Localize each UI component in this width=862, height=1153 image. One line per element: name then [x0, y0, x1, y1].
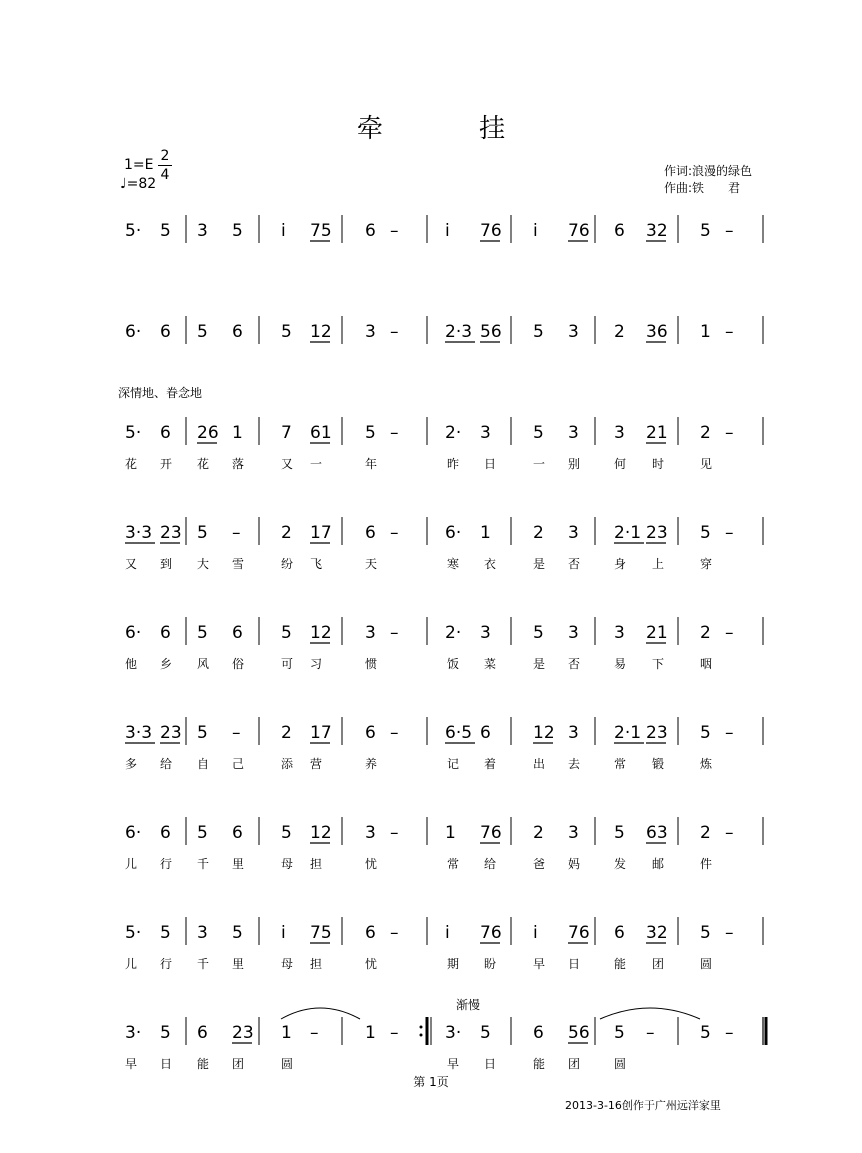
- score-note: 3: [568, 322, 579, 342]
- score-note: –: [390, 823, 399, 843]
- lyric-char: 何: [614, 457, 627, 471]
- score-note: i: [281, 221, 286, 241]
- score-note: 3: [614, 423, 625, 443]
- lyric-char: 给: [484, 857, 497, 871]
- lyric-char: 圆: [700, 957, 713, 971]
- score-note: 5: [197, 823, 208, 843]
- lyric-char: 衣: [484, 557, 497, 571]
- lyric-char: 日: [160, 1057, 173, 1071]
- score-note: 5·: [125, 423, 142, 443]
- score-note: 6: [480, 723, 491, 743]
- lyric-char: 又: [125, 557, 138, 571]
- score-note: 3·: [445, 1023, 462, 1043]
- lyric-char: 多: [125, 757, 138, 771]
- score-note: 5: [160, 923, 171, 943]
- score-note: 23: [646, 723, 668, 743]
- score-note: –: [646, 1023, 655, 1043]
- score-note: 5: [160, 221, 171, 241]
- quarter-note-icon: ♩: [120, 176, 127, 192]
- score-note: 76: [568, 221, 590, 241]
- score-note: 5: [533, 423, 544, 443]
- lyric-char: 日: [568, 957, 581, 971]
- tempo-value: =82: [126, 176, 157, 192]
- lyric-char: 团: [568, 1057, 581, 1071]
- score-note: 36: [646, 322, 668, 342]
- score-note: 5: [160, 1023, 171, 1043]
- score-note: 6: [160, 322, 171, 342]
- score-note: 2: [533, 823, 544, 843]
- lyric-char: 俗: [232, 657, 245, 671]
- score-note: –: [390, 423, 399, 443]
- score-note: 5: [197, 523, 208, 543]
- score-note: 2: [281, 723, 292, 743]
- score-note: –: [232, 723, 241, 743]
- lyric-char: 千: [197, 857, 210, 871]
- lyric-char: 可: [281, 657, 294, 671]
- score-note: 5: [365, 423, 376, 443]
- lyric-char: 早: [447, 1057, 460, 1071]
- lyric-char: 早: [533, 957, 546, 971]
- composition-note: 2013-3-16创作于广州远洋家里: [565, 1099, 721, 1112]
- score-note: 6: [614, 221, 625, 241]
- lyric-char: 乡: [160, 657, 173, 671]
- score-note: 5: [281, 823, 292, 843]
- score-note: 76: [480, 923, 502, 943]
- score-note: 21: [646, 423, 668, 443]
- score-note: 2: [281, 523, 292, 543]
- score-note: –: [390, 221, 399, 241]
- lyric-char: 又: [281, 457, 294, 471]
- score-note: 6·: [125, 623, 142, 643]
- score-note: 3: [568, 523, 579, 543]
- score-note: 75: [310, 221, 332, 241]
- score-note: 3: [568, 723, 579, 743]
- score-note: 6: [365, 523, 376, 543]
- score-note: 5: [700, 1023, 711, 1043]
- lyric-char: 给: [160, 757, 173, 771]
- score-note: 6·5: [445, 723, 473, 743]
- lyric-char: 儿: [125, 957, 138, 971]
- score-note: 6: [160, 423, 171, 443]
- lyric-char: 别: [568, 457, 581, 471]
- lyric-char: 炼: [700, 757, 713, 771]
- score-note: 2: [700, 623, 711, 643]
- score-note: 21: [646, 623, 668, 643]
- score-note: 6: [365, 723, 376, 743]
- lyric-char: 时: [652, 457, 665, 471]
- lyric-char: 能: [197, 1057, 210, 1071]
- score-note: 2·3: [445, 322, 473, 342]
- lyric-char: 纷: [281, 557, 294, 571]
- score-note: 5: [197, 723, 208, 743]
- score-note: 6: [232, 322, 243, 342]
- score-note: 5: [197, 322, 208, 342]
- page-number: 第 1页: [413, 1075, 449, 1089]
- score-note: 5: [700, 221, 711, 241]
- score-note: 56: [568, 1023, 590, 1043]
- score-note: –: [390, 1023, 399, 1043]
- lyric-char: 年: [365, 457, 378, 471]
- score-note: 5: [281, 623, 292, 643]
- score-note: 1: [365, 1023, 376, 1043]
- lyric-char: 一: [533, 457, 546, 471]
- lyric-char: 千: [197, 957, 210, 971]
- lyric-char: 易: [614, 657, 627, 671]
- score-note: –: [390, 723, 399, 743]
- lyric-char: 昨: [447, 457, 460, 471]
- tempo-change-marking: 渐慢: [456, 998, 481, 1012]
- lyric-char: 担: [310, 957, 323, 971]
- score-note: 3: [197, 923, 208, 943]
- lyric-char: 盼: [484, 957, 497, 971]
- score-note: i: [445, 923, 450, 943]
- repeat-dot: [420, 1026, 423, 1029]
- lyric-char: 穿: [700, 557, 713, 571]
- score-note: 3: [365, 623, 376, 643]
- score-note: 23: [160, 723, 182, 743]
- score-note: 2: [533, 523, 544, 543]
- lyric-char: 上: [652, 557, 665, 571]
- lyric-char: 邮: [652, 857, 665, 871]
- score-note: –: [390, 623, 399, 643]
- lyric-char: 爸: [533, 857, 546, 871]
- score-note: 1: [700, 322, 711, 342]
- score-note: –: [725, 523, 734, 543]
- lyric-char: 到: [160, 557, 173, 571]
- score-note: 1: [281, 1023, 292, 1043]
- score-note: 3: [614, 623, 625, 643]
- lyric-char: 惯: [365, 657, 378, 671]
- lyric-char: 一: [310, 457, 323, 471]
- score-note: 3: [568, 423, 579, 443]
- score-note: 6: [160, 823, 171, 843]
- score-note: 5: [232, 923, 243, 943]
- lyric-char: 饭: [447, 657, 460, 671]
- score-note: 3: [480, 423, 491, 443]
- score-note: 5: [700, 723, 711, 743]
- lyric-char: 去: [568, 757, 581, 771]
- score-note: 3: [480, 623, 491, 643]
- score-note: 5·: [125, 923, 142, 943]
- lyric-char: 营: [310, 757, 323, 771]
- lyric-char: 是: [533, 657, 546, 671]
- score-note: 6: [614, 923, 625, 943]
- lyric-char: 常: [614, 757, 627, 771]
- lyric-char: 记: [447, 757, 460, 771]
- score-note: 23: [232, 1023, 254, 1043]
- tie-arc: [281, 1008, 360, 1019]
- score-note: 76: [480, 823, 502, 843]
- lyric-char: 件: [700, 857, 713, 871]
- score-note: i: [281, 923, 286, 943]
- score-note: 12: [310, 623, 332, 643]
- lyric-char: 忧: [365, 957, 378, 971]
- lyricist: 作词:浪漫的绿色: [664, 164, 753, 178]
- score-note: 32: [646, 923, 668, 943]
- lyric-char: 见: [700, 457, 713, 471]
- score-note: –: [725, 623, 734, 643]
- lyric-char: 落: [232, 457, 245, 471]
- lyric-char: 开: [160, 457, 173, 471]
- lyric-char: 否: [568, 557, 581, 571]
- score-note: i: [533, 221, 538, 241]
- lyric-char: 添: [281, 757, 294, 771]
- lyric-char: 出: [533, 757, 546, 771]
- lyric-char: 养: [365, 757, 378, 771]
- score-note: 76: [480, 221, 502, 241]
- score-note: –: [725, 423, 734, 443]
- score-note: i: [533, 923, 538, 943]
- lyric-char: 下: [652, 657, 665, 671]
- key-signature: 1=E: [124, 157, 154, 173]
- score-note: 2·1: [614, 523, 642, 543]
- score-note: 5: [533, 322, 544, 342]
- lyric-char: 是: [533, 557, 546, 571]
- lyric-char: 着: [484, 757, 497, 771]
- lyric-char: 行: [160, 957, 173, 971]
- score-note: 17: [310, 523, 332, 543]
- lyric-char: 日: [484, 457, 497, 471]
- score-note: i: [445, 221, 450, 241]
- lyric-char: 寒: [447, 557, 460, 571]
- score-note: 6: [232, 623, 243, 643]
- score-note: 5: [281, 322, 292, 342]
- lyric-char: 圆: [614, 1057, 627, 1071]
- score-note: 75: [310, 923, 332, 943]
- lyric-char: 忧: [365, 857, 378, 871]
- score-note: –: [390, 322, 399, 342]
- lyric-char: 母: [281, 957, 294, 971]
- lyric-char: 花: [125, 457, 138, 471]
- lyric-char: 否: [568, 657, 581, 671]
- lyric-char: 常: [447, 857, 460, 871]
- score-note: 26: [197, 423, 219, 443]
- lyric-char: 菜: [484, 657, 497, 671]
- score-note: 5: [700, 923, 711, 943]
- score-note: –: [310, 1023, 319, 1043]
- score-note: 5·: [125, 221, 142, 241]
- lyric-char: 锻: [652, 757, 665, 771]
- score-note: 12: [310, 322, 332, 342]
- score-note: 3·3: [125, 723, 153, 743]
- score-note: 2·: [445, 623, 462, 643]
- score-note: 6: [197, 1023, 208, 1043]
- score-note: 6: [365, 923, 376, 943]
- score-note: –: [725, 723, 734, 743]
- score-note: 2: [700, 823, 711, 843]
- score-note: 63: [646, 823, 668, 843]
- score-note: 6: [160, 623, 171, 643]
- lyric-char: 母: [281, 857, 294, 871]
- lyric-char: 身: [614, 557, 627, 571]
- score-note: 5: [480, 1023, 491, 1043]
- lyric-char: 团: [232, 1057, 245, 1071]
- lyric-char: 期: [447, 957, 460, 971]
- lyric-char: 雪: [232, 557, 245, 571]
- score-note: –: [390, 523, 399, 543]
- time-signature-top: 2: [160, 148, 170, 164]
- score-note: –: [725, 221, 734, 241]
- lyric-char: 飞: [310, 557, 323, 571]
- score-note: 5: [232, 221, 243, 241]
- score-note: 2: [700, 423, 711, 443]
- score-note: 23: [646, 523, 668, 543]
- score-note: 2: [614, 322, 625, 342]
- score-note: 5: [197, 623, 208, 643]
- score-note: 3·: [125, 1023, 142, 1043]
- lyric-char: 早: [125, 1057, 138, 1071]
- score-note: 5: [700, 523, 711, 543]
- lyric-char: 里: [232, 857, 245, 871]
- expression-marking: 深情地、眷念地: [118, 386, 203, 400]
- lyric-char: 圆: [281, 1057, 294, 1071]
- score-note: 6: [533, 1023, 544, 1043]
- score-note: 6: [232, 823, 243, 843]
- score-note: 3·3: [125, 523, 153, 543]
- score-note: 56: [480, 322, 502, 342]
- score-note: 17: [310, 723, 332, 743]
- lyric-char: 担: [310, 857, 323, 871]
- score-note: 32: [646, 221, 668, 241]
- score-note: 3: [568, 623, 579, 643]
- page-title: 牵 挂: [356, 114, 550, 144]
- score-note: 3: [365, 322, 376, 342]
- lyric-char: 日: [484, 1057, 497, 1071]
- score-note: 3: [568, 823, 579, 843]
- score-note: 6: [365, 221, 376, 241]
- lyric-char: 自: [197, 757, 210, 771]
- score-note: 23: [160, 523, 182, 543]
- tie-arc: [600, 1008, 700, 1019]
- score-note: 1: [445, 823, 456, 843]
- score-note: 1: [480, 523, 491, 543]
- score-note: –: [725, 823, 734, 843]
- score-note: 1: [232, 423, 243, 443]
- lyric-char: 妈: [568, 857, 581, 871]
- lyric-char: 儿: [125, 857, 138, 871]
- score-note: 3: [197, 221, 208, 241]
- lyric-char: 天: [365, 557, 378, 571]
- score-note: 2·1: [614, 723, 642, 743]
- score-note: 6·: [445, 523, 462, 543]
- lyric-char: 大: [197, 557, 210, 571]
- score-note: 61: [310, 423, 332, 443]
- lyric-char: 里: [232, 957, 245, 971]
- score-note: –: [725, 1023, 734, 1043]
- score-note: 7: [281, 423, 292, 443]
- score-note: 5: [614, 1023, 625, 1043]
- lyric-char: 风: [197, 657, 210, 671]
- score-note: 3: [365, 823, 376, 843]
- lyric-char: 行: [160, 857, 173, 871]
- score-note: 6·: [125, 322, 142, 342]
- score-note: –: [725, 923, 734, 943]
- score-note: 12: [310, 823, 332, 843]
- lyric-char: 团: [652, 957, 665, 971]
- lyric-char: 己: [232, 757, 245, 771]
- score-note: –: [725, 322, 734, 342]
- lyric-char: 花: [197, 457, 210, 471]
- score-note: 6·: [125, 823, 142, 843]
- lyric-char: 习: [310, 657, 323, 671]
- score-note: 2·: [445, 423, 462, 443]
- lyric-char: 咽: [700, 657, 713, 671]
- lyric-char: 发: [614, 857, 627, 871]
- composer: 作曲:铁 君: [664, 181, 741, 195]
- lyric-char: 能: [533, 1057, 546, 1071]
- score-note: –: [232, 523, 241, 543]
- score-note: 5: [614, 823, 625, 843]
- repeat-dot: [420, 1034, 423, 1037]
- score-note: –: [390, 923, 399, 943]
- score-note: 5: [533, 623, 544, 643]
- score-note: 76: [568, 923, 590, 943]
- lyric-char: 他: [125, 657, 138, 671]
- score-note: 12: [533, 723, 555, 743]
- lyric-char: 能: [614, 957, 627, 971]
- time-signature-bottom: 4: [160, 167, 170, 183]
